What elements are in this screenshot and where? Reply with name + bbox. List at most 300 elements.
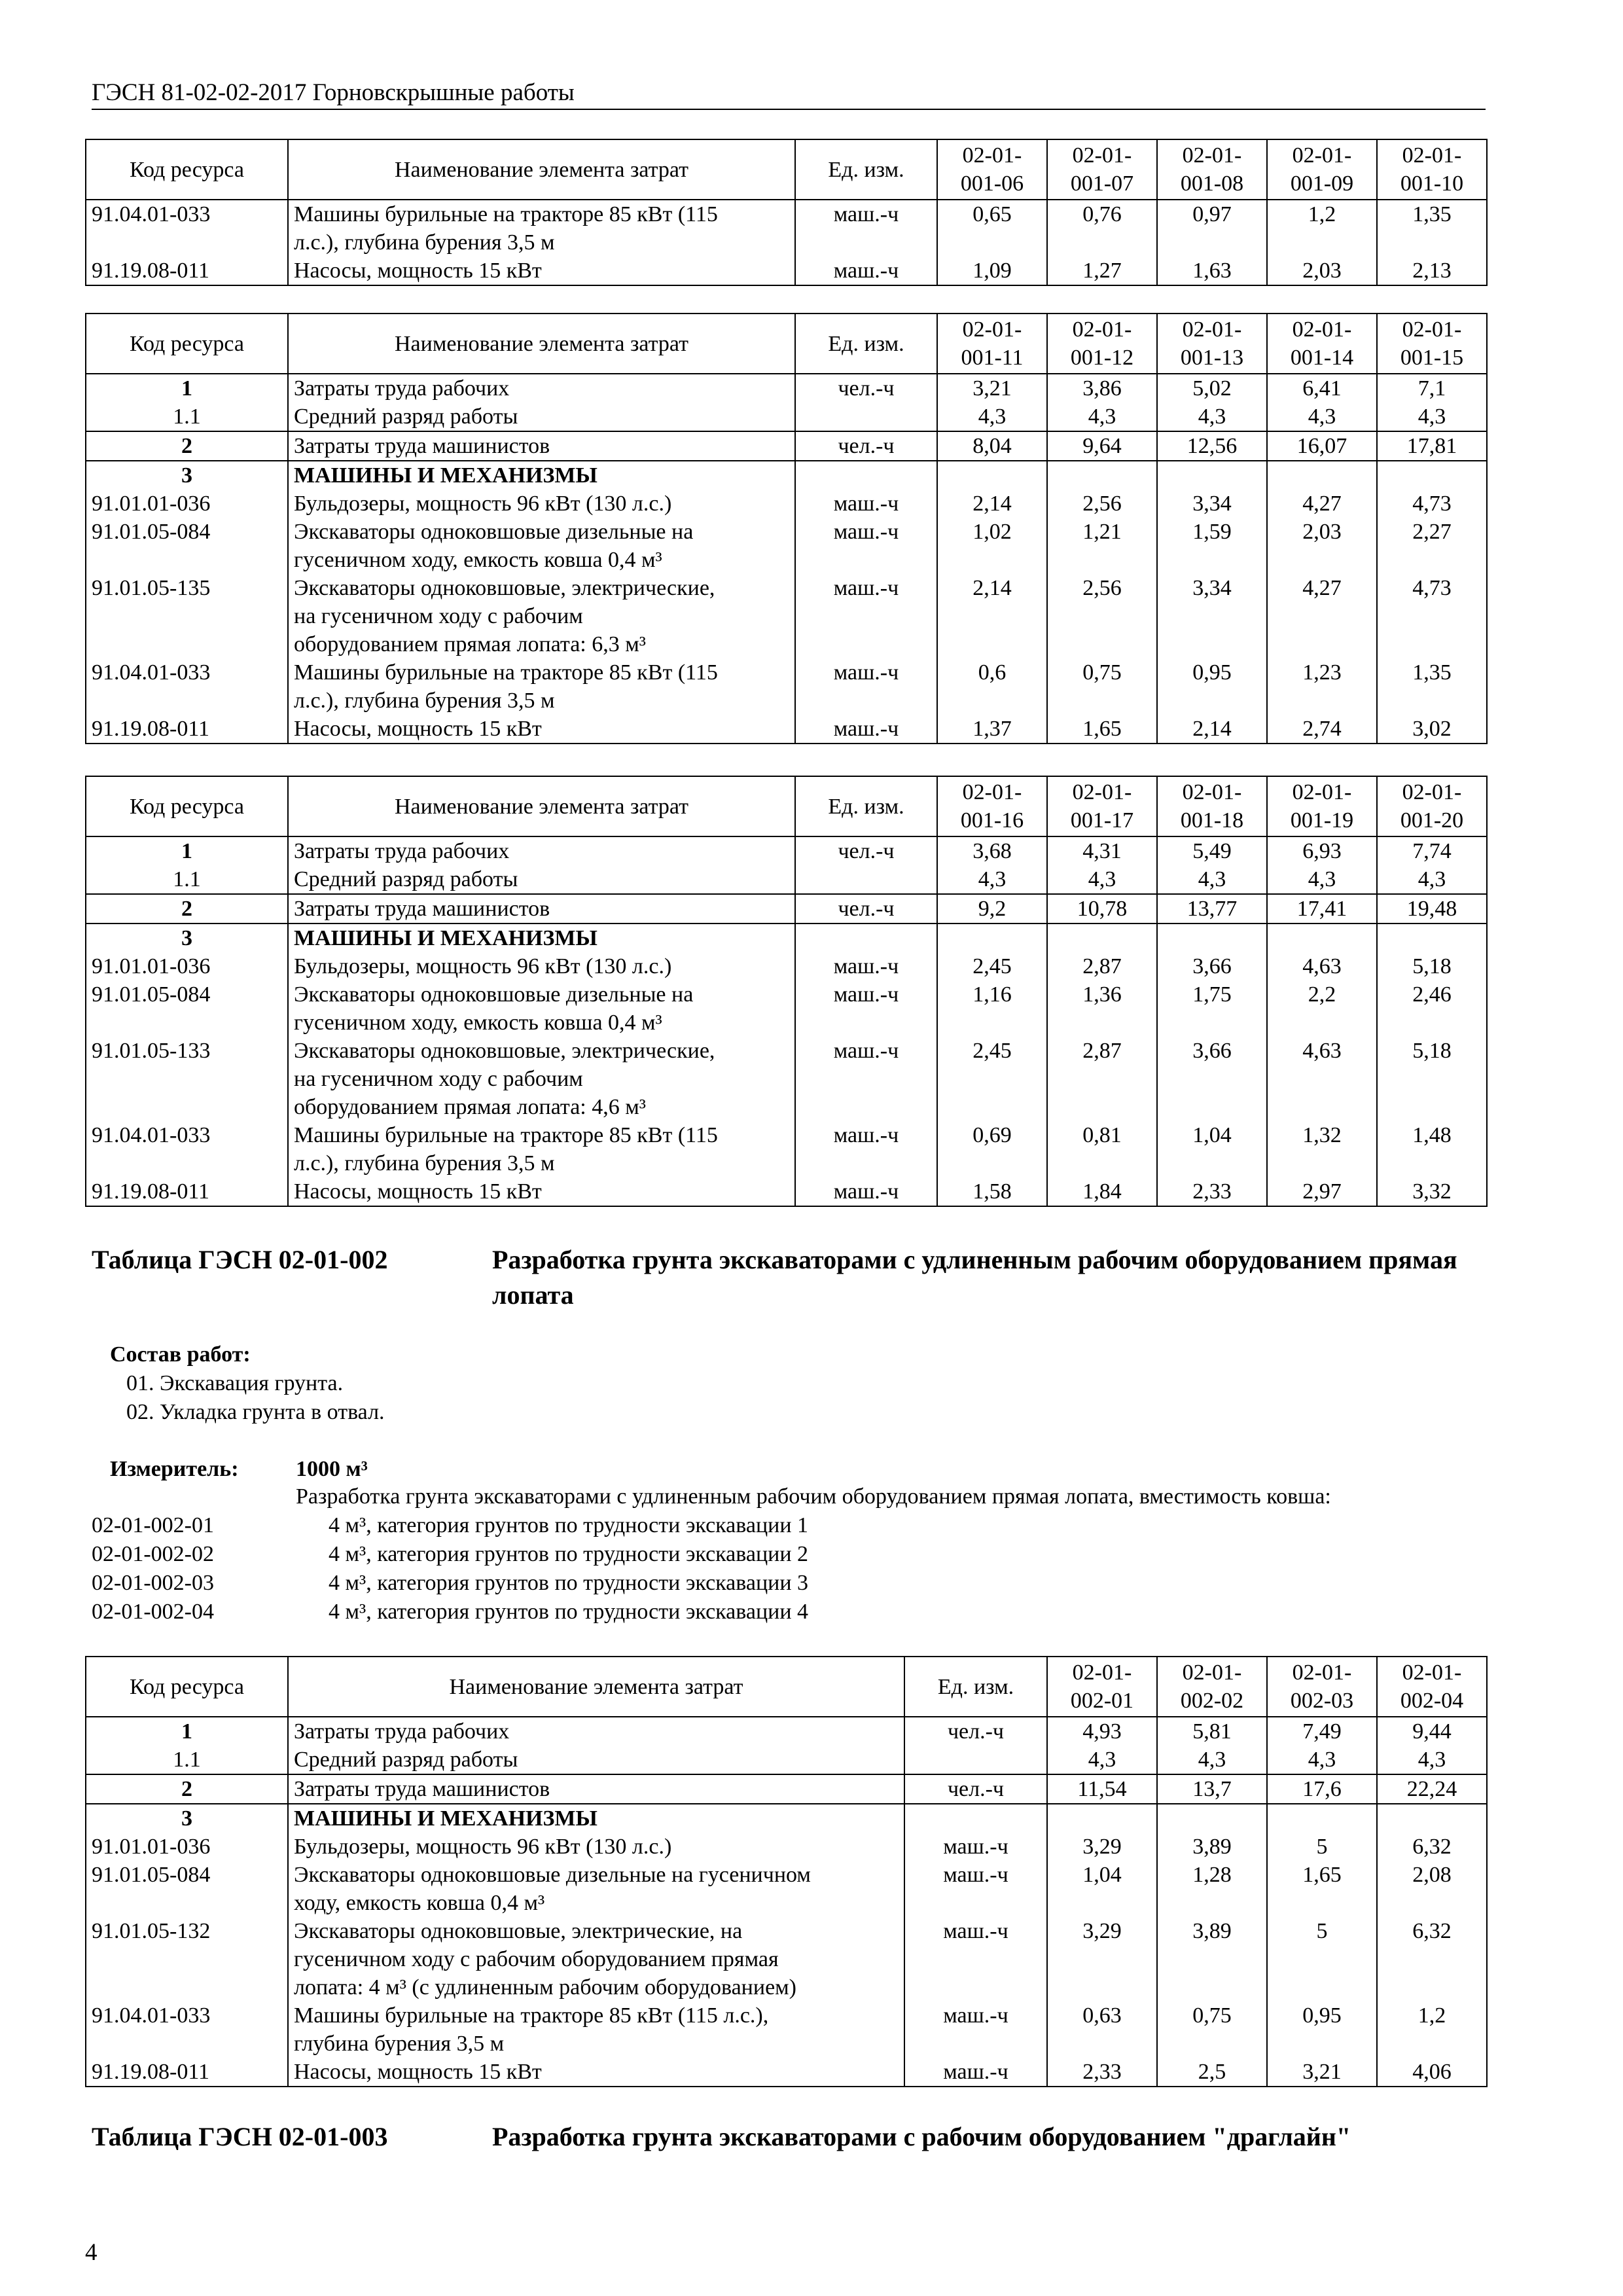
row-value: 0,95 [1157,658,1267,715]
row-code: 91.01.05-133 [86,1037,288,1121]
row-name-line: Насосы, мощность 15 кВт [294,2060,542,2084]
row-value: 4,3 [1377,1746,1487,1774]
row-code: 1.1 [86,403,288,431]
row-value: 2,14 [937,574,1047,658]
row-name-line: Экскаваторы одноковшовые, электрические, [294,1039,715,1063]
row-name-line: Затраты труда рабочих [294,376,510,401]
table-row [86,1833,1487,1861]
header-norm-code-line: 02-01- [1182,143,1242,168]
header-norm-code-line: 001-07 [1070,171,1134,196]
row-value: 0,6 [937,658,1047,715]
row-value: 2,03 [1267,257,1377,285]
header-norm-code-line: 02-01- [1072,317,1132,342]
row-value: 3,29 [1047,1917,1157,2001]
row-code: 91.01.05-084 [86,1861,288,1917]
row-unit [795,924,937,952]
table-row [86,2001,1487,2058]
row-value: 1,48 [1377,1121,1487,1177]
work-item: 01. Экскавация грунта. [126,1371,344,1395]
row-value: 2,33 [1047,2058,1157,2087]
header-norm-code-line: 001-20 [1400,808,1464,833]
row-value: 2,46 [1377,980,1487,1037]
row-value: 2,56 [1047,574,1157,658]
row-code: 91.19.08-011 [86,257,288,285]
norm-text: 4 м³, категория грунтов по трудности экскавации 1 [329,1513,809,1537]
row-value: 4,3 [1157,865,1267,894]
row-value: 3,66 [1157,1037,1267,1121]
row-unit: маш.-ч [795,574,937,658]
row-name [288,894,795,924]
row-value: 1,2 [1267,200,1377,257]
row-value: 0,63 [1047,2001,1157,2058]
row-name-line: лопата: 4 м³ (с удлиненным рабочим оборудованием) [294,1975,797,2000]
row-name-line: Насосы, мощность 15 кВт [294,717,542,741]
row-value: 1,21 [1047,518,1157,574]
norm-text: 4 м³, категория грунтов по трудности экскавации 2 [329,1542,809,1566]
row-value [1267,1804,1377,1833]
row-value: 2,56 [1047,490,1157,518]
row-value [1047,461,1157,490]
row-value: 17,41 [1267,894,1377,924]
row-name [288,461,795,490]
row-name-line: Средний разряд работы [294,404,518,429]
row-value: 17,6 [1267,1774,1377,1804]
header-norm-code-line: 02-01- [1182,780,1242,804]
row-unit: маш.-ч [795,1037,937,1121]
row-value: 1,59 [1157,518,1267,574]
row-code: 91.01.05-084 [86,518,288,574]
row-value: 4,73 [1377,490,1487,518]
row-value: 13,77 [1157,894,1267,924]
table-row [86,1037,1487,1121]
row-value: 1,75 [1157,980,1267,1037]
row-unit: чел.-ч [795,374,937,403]
row-unit: маш.-ч [904,1861,1047,1917]
row-value: 2,2 [1267,980,1377,1037]
row-value: 3,89 [1157,1833,1267,1861]
row-value: 3,86 [1047,374,1157,403]
header-norm-code-line: 02-01- [1292,143,1352,168]
row-name [288,980,795,1037]
row-value: 6,32 [1377,1917,1487,2001]
row-name [288,952,795,980]
table-number: Таблица ГЭСН 02-01-003 [92,2122,388,2151]
row-value: 2,87 [1047,1037,1157,1121]
meter-label: Измеритель: [110,1457,239,1481]
row-value [937,924,1047,952]
row-value: 3,89 [1157,1917,1267,2001]
row-value: 22,24 [1377,1774,1487,1804]
row-name-line: Насосы, мощность 15 кВт [294,1179,542,1204]
row-value: 3,21 [1267,2058,1377,2087]
header-norm-code-line: 001-11 [961,346,1024,370]
row-value: 7,49 [1267,1717,1377,1746]
header-norm-code-line: 001-19 [1290,808,1354,833]
row-unit: чел.-ч [795,894,937,924]
row-unit: маш.-ч [795,658,937,715]
row-value: 0,97 [1157,200,1267,257]
header-norm-code [937,139,1047,200]
header-unit: Ед. изм. [795,776,937,836]
row-name-line: МАШИНЫ И МЕХАНИЗМЫ [294,1806,597,1831]
table-name: Разработка грунта экскаваторами с удлиненным рабочим оборудованием прямая лопата [492,1245,1457,1310]
row-name-line: Машины бурильные на тракторе 85 кВт (115 [294,202,718,226]
row-unit: чел.-ч [904,1774,1047,1804]
row-unit: чел.-ч [795,836,937,865]
row-value: 10,78 [1047,894,1157,924]
header-norm-code-line: 02-01- [1072,143,1132,168]
row-code: 3 [86,924,288,952]
row-name-line: оборудованием прямая лопата: 4,6 м³ [294,1095,646,1119]
header-norm-code-line: 02-01- [1292,317,1352,342]
header-norm-code-line: 001-06 [960,171,1024,196]
table-row [86,865,1487,894]
header-norm-code [1157,776,1267,836]
row-value: 1,32 [1267,1121,1377,1177]
row-name [288,1833,904,1861]
header-norm-code [1047,1657,1157,1717]
table-row [86,2058,1487,2087]
row-value: 1,63 [1157,257,1267,285]
row-value: 6,32 [1377,1833,1487,1861]
row-value: 1,35 [1377,658,1487,715]
norm-code: 02-01-002-03 [92,1571,214,1595]
row-name-line: Затраты труда рабочих [294,1719,510,1744]
row-value: 4,27 [1267,490,1377,518]
row-name-line: Средний разряд работы [294,867,518,891]
row-name-line: Машины бурильные на тракторе 85 кВт (115 л.с.), [294,2003,769,2028]
row-value: 1,04 [1047,1861,1157,1917]
row-name [288,1804,904,1833]
row-name [288,658,795,715]
row-value [1157,461,1267,490]
row-unit [904,1746,1047,1774]
row-value: 3,02 [1377,715,1487,744]
row-code: 91.01.01-036 [86,1833,288,1861]
resource-table-4 [85,1656,1488,2087]
row-value: 5 [1267,1833,1377,1861]
row-value: 0,95 [1267,2001,1377,2058]
row-value: 7,1 [1377,374,1487,403]
row-code: 1.1 [86,1746,288,1774]
row-value: 13,7 [1157,1774,1267,1804]
row-name-line: гусеничном ходу, емкость ковша 0,4 м³ [294,548,662,572]
row-unit: маш.-ч [904,1917,1047,2001]
row-name [288,200,795,257]
row-name [288,865,795,894]
row-value [1157,1804,1267,1833]
row-value: 9,64 [1047,431,1157,461]
row-value: 4,3 [1157,1746,1267,1774]
header-norm-code-line: 001-10 [1400,171,1464,196]
row-value: 2,74 [1267,715,1377,744]
row-value [1047,924,1157,952]
row-name-line: МАШИНЫ И МЕХАНИЗМЫ [294,926,597,950]
page-header: ГЭСН 81-02-02-2017 Горновскрышные работы [92,77,1486,110]
row-name-line: Экскаваторы одноковшовые, электрические, [294,576,715,600]
row-value: 1,65 [1267,1861,1377,1917]
row-unit: маш.-ч [795,1177,937,1206]
row-code: 2 [86,894,288,924]
row-name [288,1917,904,2001]
row-unit: маш.-ч [795,200,937,257]
row-value: 1,84 [1047,1177,1157,1206]
header-norm-code [1047,139,1157,200]
table-row [86,461,1487,490]
row-value: 2,5 [1157,2058,1267,2087]
work-item: 02. Укладка грунта в отвал. [126,1400,385,1424]
header-unit: Ед. изм. [795,314,937,374]
row-value [1267,461,1377,490]
row-name [288,431,795,461]
row-name-line: л.с.), глубина бурения 3,5 м [294,230,555,255]
row-name [288,2001,904,2058]
row-code: 91.04.01-033 [86,658,288,715]
row-code: 91.01.05-084 [86,980,288,1037]
row-value: 4,31 [1047,836,1157,865]
row-name-line: Средний разряд работы [294,1748,518,1772]
row-unit: маш.-ч [795,518,937,574]
header-norm-code [1377,139,1487,200]
row-name [288,1121,795,1177]
row-code: 91.01.01-036 [86,952,288,980]
row-code: 91.01.05-135 [86,574,288,658]
row-value: 3,34 [1157,490,1267,518]
row-unit: чел.-ч [904,1717,1047,1746]
header-norm-code-line: 02-01- [1182,1660,1242,1685]
row-name-line: гусеничном ходу с рабочим оборудованием прямая [294,1947,779,1971]
row-name-line: оборудованием прямая лопата: 6,3 м³ [294,632,646,656]
row-name-line: Бульдозеры, мощность 96 кВт (130 л.с.) [294,492,672,516]
row-value: 2,14 [937,490,1047,518]
row-value: 1,02 [937,518,1047,574]
row-value: 4,63 [1267,952,1377,980]
table-row [86,1121,1487,1177]
row-name-line: Затраты труда машинистов [294,434,550,458]
header-norm-code-line: 001-12 [1070,346,1134,370]
row-unit [795,403,937,431]
row-unit: маш.-ч [795,1121,937,1177]
header-norm-code-line: 02-01- [1402,780,1462,804]
row-value: 7,74 [1377,836,1487,865]
row-code: 3 [86,461,288,490]
header-norm-code-line: 02-01- [1292,1660,1352,1685]
header-norm-code-line: 02-01- [1182,317,1242,342]
table-row [86,431,1487,461]
row-value: 4,3 [1267,865,1377,894]
row-value: 16,07 [1267,431,1377,461]
row-unit: маш.-ч [904,2001,1047,2058]
header-norm-code-line: 02-01- [1072,780,1132,804]
row-name-line: Затраты труда машинистов [294,1777,550,1801]
row-value: 6,41 [1267,374,1377,403]
row-value: 0,76 [1047,200,1157,257]
row-code: 91.04.01-033 [86,200,288,257]
row-value: 5,49 [1157,836,1267,865]
row-value: 2,45 [937,1037,1047,1121]
row-value: 5,02 [1157,374,1267,403]
row-value [1377,924,1487,952]
header-norm-code [1377,776,1487,836]
header-norm-code-line: 02-01- [1292,780,1352,804]
table-row [86,490,1487,518]
table-row [86,1861,1487,1917]
row-code: 91.19.08-011 [86,1177,288,1206]
header-norm-code-line: 001-17 [1070,808,1134,833]
row-value: 1,09 [937,257,1047,285]
header-norm-code-line: 001-13 [1180,346,1244,370]
row-unit: маш.-ч [795,490,937,518]
table-row [86,518,1487,574]
row-name [288,1774,904,1804]
row-name [288,403,795,431]
row-value: 4,73 [1377,574,1487,658]
row-value: 4,3 [1047,1746,1157,1774]
header-norm-code-line: 02-01- [1402,317,1462,342]
row-unit: чел.-ч [795,431,937,461]
work-composition-title: Состав работ: [110,1342,251,1367]
header-norm-code-line: 002-03 [1290,1689,1354,1713]
header-norm-code-line: 001-18 [1180,808,1244,833]
row-value: 1,2 [1377,2001,1487,2058]
table-name: Разработка грунта экскаваторами с рабочим оборудованием "драглайн" [492,2122,1351,2151]
row-value: 9,44 [1377,1717,1487,1746]
row-value: 4,3 [937,865,1047,894]
header-norm-code-line: 02-01- [962,143,1022,168]
row-unit: маш.-ч [904,2058,1047,2087]
row-name [288,257,795,285]
header-norm-code [1047,776,1157,836]
row-value: 1,27 [1047,257,1157,285]
row-value: 0,81 [1047,1121,1157,1177]
header-norm-code-line: 001-14 [1290,346,1354,370]
row-name-line: Насосы, мощность 15 кВт [294,259,542,283]
row-name-line: Бульдозеры, мощность 96 кВт (130 л.с.) [294,1835,672,1859]
norm-text: 4 м³, категория грунтов по трудности экскавации 4 [329,1600,809,1624]
meter-description: Разработка грунта экскаваторами с удлиненным рабочим оборудованием прямая лопата, вместимость ковша: [296,1484,1331,1509]
row-code: 1.1 [86,865,288,894]
row-name [288,1037,795,1121]
row-value: 19,48 [1377,894,1487,924]
row-value: 1,36 [1047,980,1157,1037]
row-value: 12,56 [1157,431,1267,461]
row-value: 1,58 [937,1177,1047,1206]
row-name-line: Экскаваторы одноковшовые дизельные на гусеничном [294,1863,811,1887]
row-value: 3,68 [937,836,1047,865]
row-value: 2,33 [1157,1177,1267,1206]
row-value: 2,45 [937,952,1047,980]
row-code: 91.19.08-011 [86,2058,288,2087]
row-name-line: Экскаваторы одноковшовые, электрические, на [294,1919,743,1943]
row-name-line: ходу, емкость ковша 0,4 м³ [294,1891,545,1915]
page-number: 4 [85,2239,98,2266]
header-norm-code-line: 001-15 [1400,346,1464,370]
header-code: Код ресурса [86,139,288,200]
row-name-line: л.с.), глубина бурения 3,5 м [294,689,555,713]
header-norm-code-line: 001-09 [1290,171,1354,196]
table-row [86,1746,1487,1774]
row-value [1377,1804,1487,1833]
table-row [86,715,1487,744]
row-value: 0,75 [1047,658,1157,715]
row-name-line: Экскаваторы одноковшовые дизельные на [294,520,694,544]
row-code: 1 [86,374,288,403]
row-value: 1,28 [1157,1861,1267,1917]
row-name [288,836,795,865]
norm-code: 02-01-002-01 [92,1513,214,1537]
table-row [86,836,1487,865]
resource-table-1 [85,139,1488,286]
header-norm-code-line: 02-01- [1072,1660,1132,1685]
norm-code: 02-01-002-02 [92,1542,214,1566]
table-row [86,1177,1487,1206]
resource-table-2 [85,313,1488,744]
row-unit [904,1804,1047,1833]
header-norm-code [1157,1657,1267,1717]
header-norm-code [1377,314,1487,374]
header-code: Код ресурса [86,776,288,836]
table-row [86,374,1487,403]
row-code: 1 [86,836,288,865]
row-code: 91.01.05-132 [86,1917,288,2001]
row-code: 2 [86,431,288,461]
row-value [1157,924,1267,952]
header-norm-code [1267,139,1377,200]
row-name-line: глубина бурения 3,5 м [294,2032,505,2056]
row-name-line: МАШИНЫ И МЕХАНИЗМЫ [294,463,597,488]
row-value: 2,13 [1377,257,1487,285]
row-value: 3,21 [937,374,1047,403]
row-code: 3 [86,1804,288,1833]
table-row [86,1804,1487,1833]
row-name-line: Затраты труда машинистов [294,897,550,921]
row-name [288,1746,904,1774]
row-value: 4,93 [1047,1717,1157,1746]
row-value: 2,27 [1377,518,1487,574]
row-value: 4,3 [1047,865,1157,894]
table-row [86,257,1487,285]
row-name-line: Машины бурильные на тракторе 85 кВт (115 [294,1123,718,1147]
row-value [1377,461,1487,490]
row-unit: маш.-ч [795,952,937,980]
row-value: 0,65 [937,200,1047,257]
header-code: Код ресурса [86,1657,288,1717]
row-name [288,2058,904,2087]
header-name: Наименование элемента затрат [288,1657,904,1717]
row-value: 5,18 [1377,1037,1487,1121]
row-value: 4,06 [1377,2058,1487,2087]
row-value: 8,04 [937,431,1047,461]
row-value: 5,81 [1157,1717,1267,1746]
header-code: Код ресурса [86,314,288,374]
row-name-line: на гусеничном ходу с рабочим [294,1067,583,1091]
row-name-line: на гусеничном ходу с рабочим [294,604,583,628]
row-value: 1,23 [1267,658,1377,715]
row-value: 6,93 [1267,836,1377,865]
row-value: 4,27 [1267,574,1377,658]
header-norm-code [1377,1657,1487,1717]
header-norm-code [937,776,1047,836]
table-row [86,403,1487,431]
row-value: 0,75 [1157,2001,1267,2058]
header-name: Наименование элемента затрат [288,314,795,374]
row-unit: маш.-ч [795,715,937,744]
row-unit: маш.-ч [795,980,937,1037]
header-name: Наименование элемента затрат [288,776,795,836]
header-norm-code-line: 001-16 [960,808,1024,833]
table-number: Таблица ГЭСН 02-01-002 [92,1245,388,1274]
row-name [288,1861,904,1917]
